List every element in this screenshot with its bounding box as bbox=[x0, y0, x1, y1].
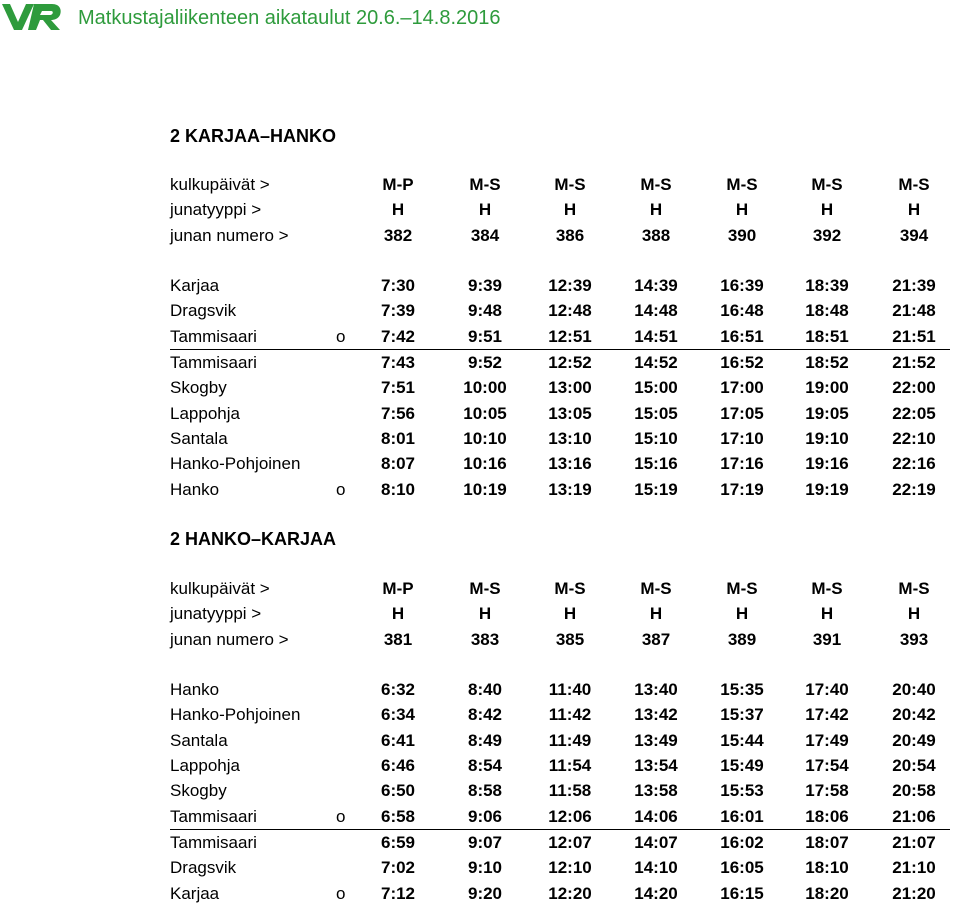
time-cell: 11:58 bbox=[548, 781, 592, 801]
operating-days-row bbox=[170, 172, 950, 197]
time-cell: 8:07 bbox=[380, 454, 416, 474]
stop-name: Tammisaari bbox=[170, 832, 257, 852]
time-cell: 7:51 bbox=[380, 378, 416, 398]
header-cell: H bbox=[735, 604, 749, 624]
stop-name: Tammisaari bbox=[170, 806, 257, 826]
stop-row bbox=[170, 298, 950, 323]
time-cell: 10:19 bbox=[463, 479, 507, 499]
time-cell: 12:52 bbox=[548, 353, 592, 373]
header-cell: H bbox=[735, 200, 749, 220]
header-cell: M-S bbox=[811, 579, 843, 598]
stop-row bbox=[170, 855, 950, 880]
time-cell: 19:05 bbox=[805, 403, 849, 423]
stop-name: Lappohja bbox=[170, 756, 240, 776]
time-cell: 7:43 bbox=[380, 353, 416, 373]
time-cell: 15:37 bbox=[720, 705, 764, 725]
time-cell: 16:52 bbox=[720, 353, 764, 373]
time-cell: 18:10 bbox=[805, 858, 849, 878]
time-cell: 18:39 bbox=[805, 276, 849, 296]
time-cell: 17:49 bbox=[805, 730, 849, 750]
stop-mark: o bbox=[336, 806, 346, 826]
stop-mark: o bbox=[336, 326, 346, 346]
time-cell: 19:00 bbox=[805, 378, 849, 398]
header-cell: M-S bbox=[469, 175, 501, 194]
time-cell: 7:12 bbox=[380, 883, 416, 903]
time-cell: 15:49 bbox=[720, 756, 764, 776]
time-cell: 22:10 bbox=[892, 428, 936, 448]
time-cell: 14:39 bbox=[634, 276, 678, 296]
time-cell: 22:05 bbox=[892, 403, 936, 423]
header-cell: M-S bbox=[469, 579, 501, 598]
time-cell: 17:10 bbox=[720, 428, 764, 448]
train-type-row bbox=[170, 601, 950, 626]
time-cell: 16:01 bbox=[720, 806, 764, 826]
header-cell: H bbox=[478, 200, 492, 220]
time-cell: 13:58 bbox=[634, 781, 678, 801]
time-cell: 14:51 bbox=[634, 326, 678, 346]
time-cell: 20:42 bbox=[892, 705, 936, 725]
time-cell: 12:06 bbox=[548, 806, 592, 826]
time-cell: 9:48 bbox=[467, 301, 503, 321]
header-cell: M-S bbox=[640, 579, 672, 598]
time-cell: 9:06 bbox=[467, 806, 503, 826]
header-cell: M-S bbox=[554, 579, 586, 598]
stop-row bbox=[170, 881, 950, 906]
time-cell: 7:42 bbox=[380, 326, 416, 346]
train-number-row bbox=[170, 627, 950, 652]
header-cell: M-S bbox=[640, 175, 672, 194]
train-type-row bbox=[170, 197, 950, 222]
time-cell: 20:40 bbox=[892, 680, 936, 700]
header-cell: H bbox=[907, 604, 921, 624]
time-cell: 21:07 bbox=[892, 832, 936, 852]
time-cell: 21:48 bbox=[892, 301, 936, 321]
stop-row bbox=[170, 451, 950, 476]
stop-row bbox=[170, 273, 950, 298]
time-cell: 14:10 bbox=[634, 858, 678, 878]
time-cell: 17:16 bbox=[720, 454, 764, 474]
time-cell: 9:39 bbox=[467, 276, 503, 296]
time-cell: 21:10 bbox=[892, 858, 936, 878]
stop-row bbox=[170, 426, 950, 451]
vr-logo-icon bbox=[0, 0, 64, 34]
time-cell: 7:30 bbox=[380, 276, 416, 296]
stop-row bbox=[170, 702, 950, 727]
time-cell: 12:51 bbox=[548, 326, 592, 346]
header-cell: 383 bbox=[470, 629, 500, 649]
stop-name: Dragsvik bbox=[170, 858, 237, 878]
stop-row bbox=[170, 778, 950, 803]
time-cell: 17:19 bbox=[720, 479, 764, 499]
time-cell: 18:51 bbox=[805, 326, 849, 346]
time-cell: 6:59 bbox=[380, 832, 416, 852]
header-cell: 381 bbox=[383, 629, 413, 649]
time-cell: 9:10 bbox=[467, 858, 503, 878]
stop-row bbox=[170, 830, 950, 855]
time-cell: 15:35 bbox=[720, 680, 764, 700]
header-cell: 387 bbox=[641, 629, 671, 649]
time-cell: 20:49 bbox=[892, 730, 936, 750]
time-cell: 15:16 bbox=[634, 454, 678, 474]
time-cell: 6:50 bbox=[380, 781, 416, 801]
stop-row bbox=[170, 350, 950, 375]
header-cell: H bbox=[649, 604, 663, 624]
time-cell: 6:41 bbox=[380, 730, 416, 750]
time-cell: 13:49 bbox=[634, 730, 678, 750]
stop-name: Dragsvik bbox=[170, 301, 237, 321]
time-cell: 12:07 bbox=[548, 832, 592, 852]
header-cell: H bbox=[391, 200, 405, 220]
time-cell: 8:40 bbox=[467, 680, 503, 700]
header-cell: M-S bbox=[726, 579, 758, 598]
time-cell: 19:10 bbox=[805, 428, 849, 448]
time-cell: 11:42 bbox=[548, 705, 592, 725]
header-cell: H bbox=[907, 200, 921, 220]
header-cell: 386 bbox=[555, 225, 585, 245]
stop-row bbox=[170, 677, 950, 702]
time-cell: 10:00 bbox=[463, 378, 507, 398]
header-cell: H bbox=[820, 604, 834, 624]
time-cell: 12:10 bbox=[548, 858, 592, 878]
time-cell: 22:19 bbox=[892, 479, 936, 499]
header-cell: 382 bbox=[383, 225, 413, 245]
time-cell: 15:10 bbox=[634, 428, 678, 448]
time-cell: 13:19 bbox=[548, 479, 592, 499]
stop-name: Hanko-Pohjoinen bbox=[170, 454, 301, 474]
timetable-karjaa-hanko bbox=[170, 172, 950, 502]
stop-row bbox=[170, 728, 950, 753]
operating-days-row bbox=[170, 576, 950, 601]
stop-row bbox=[170, 401, 950, 426]
time-cell: 17:00 bbox=[720, 378, 764, 398]
stop-name: Karjaa bbox=[170, 276, 220, 296]
time-cell: 18:07 bbox=[805, 832, 849, 852]
stop-mark: o bbox=[336, 883, 346, 903]
time-cell: 17:40 bbox=[805, 680, 849, 700]
header-cell: 388 bbox=[641, 225, 671, 245]
train-number-row bbox=[170, 223, 950, 248]
header-cell: M-S bbox=[898, 175, 930, 194]
time-cell: 10:16 bbox=[463, 454, 507, 474]
time-cell: 9:07 bbox=[467, 832, 503, 852]
header-cell: 391 bbox=[812, 629, 842, 649]
time-cell: 15:53 bbox=[720, 781, 764, 801]
stop-mark: o bbox=[336, 479, 346, 499]
time-cell: 14:06 bbox=[634, 806, 678, 826]
time-cell: 14:52 bbox=[634, 353, 678, 373]
header-cell: 394 bbox=[899, 225, 929, 245]
time-cell: 22:16 bbox=[892, 454, 936, 474]
row-label: junan numero > bbox=[170, 225, 289, 245]
stop-name: Karjaa bbox=[170, 883, 220, 903]
header-cell: 393 bbox=[899, 629, 929, 649]
time-cell: 11:54 bbox=[548, 756, 592, 776]
time-cell: 19:16 bbox=[805, 454, 849, 474]
time-cell: 13:05 bbox=[548, 403, 592, 423]
time-cell: 16:51 bbox=[720, 326, 764, 346]
time-cell: 12:20 bbox=[548, 883, 592, 903]
time-cell: 9:52 bbox=[467, 353, 503, 373]
time-cell: 16:15 bbox=[720, 883, 764, 903]
section-title: 2 HANKO–KARJAA bbox=[170, 529, 337, 549]
time-cell: 17:42 bbox=[805, 705, 849, 725]
time-cell: 11:49 bbox=[548, 730, 592, 750]
time-cell: 12:39 bbox=[548, 276, 592, 296]
stop-row bbox=[170, 375, 950, 400]
header-cell: H bbox=[820, 200, 834, 220]
time-cell: 16:05 bbox=[720, 858, 764, 878]
time-cell: 15:44 bbox=[720, 730, 764, 750]
header-cell: 392 bbox=[812, 225, 842, 245]
stop-name: Lappohja bbox=[170, 403, 240, 423]
page-header bbox=[0, 0, 960, 40]
time-cell: 14:20 bbox=[634, 883, 678, 903]
header-cell: H bbox=[563, 604, 577, 624]
time-cell: 7:56 bbox=[380, 403, 416, 423]
time-cell: 8:42 bbox=[467, 705, 503, 725]
time-cell: 21:51 bbox=[892, 326, 936, 346]
time-cell: 15:19 bbox=[634, 479, 678, 499]
stop-row bbox=[170, 477, 950, 502]
time-cell: 7:02 bbox=[380, 858, 416, 878]
time-cell: 19:19 bbox=[805, 479, 849, 499]
time-cell: 18:48 bbox=[805, 301, 849, 321]
stop-name: Santala bbox=[170, 730, 228, 750]
stop-name: Skogby bbox=[170, 781, 227, 801]
stop-name: Tammisaari bbox=[170, 326, 257, 346]
time-cell: 15:00 bbox=[634, 378, 678, 398]
stop-row bbox=[170, 804, 950, 830]
header-cell: M-S bbox=[811, 175, 843, 194]
time-cell: 14:07 bbox=[634, 832, 678, 852]
section-title: 2 KARJAA–HANKO bbox=[170, 126, 337, 146]
header-cell: M-P bbox=[382, 175, 414, 194]
time-cell: 21:39 bbox=[892, 276, 936, 296]
time-cell: 8:01 bbox=[380, 428, 416, 448]
time-cell: 17:58 bbox=[805, 781, 849, 801]
stop-row bbox=[170, 753, 950, 778]
header-cell: H bbox=[478, 604, 492, 624]
stop-name: Hanko bbox=[170, 680, 220, 700]
time-cell: 17:54 bbox=[805, 756, 849, 776]
time-cell: 14:48 bbox=[634, 301, 678, 321]
time-cell: 13:00 bbox=[548, 378, 592, 398]
stop-name: Tammisaari bbox=[170, 353, 257, 373]
time-cell: 18:20 bbox=[805, 883, 849, 903]
time-cell: 18:06 bbox=[805, 806, 849, 826]
time-cell: 17:05 bbox=[720, 403, 764, 423]
stop-name: Santala bbox=[170, 428, 228, 448]
time-cell: 11:40 bbox=[548, 680, 592, 700]
time-cell: 10:10 bbox=[463, 428, 507, 448]
time-cell: 21:06 bbox=[892, 806, 936, 826]
stop-name: Hanko-Pohjoinen bbox=[170, 705, 301, 725]
document-title: Matkustajaliikenteen aikataulut 20.6.–14.8.2016 bbox=[78, 7, 501, 29]
time-cell: 8:58 bbox=[467, 781, 503, 801]
header-cell: M-S bbox=[726, 175, 758, 194]
time-cell: 12:48 bbox=[548, 301, 592, 321]
time-cell: 8:49 bbox=[467, 730, 503, 750]
header-cell: M-S bbox=[898, 579, 930, 598]
time-cell: 20:54 bbox=[892, 756, 936, 776]
stop-name: Hanko bbox=[170, 479, 220, 499]
row-label: kulkupäivät > bbox=[170, 175, 270, 194]
row-label: junatyyppi > bbox=[170, 604, 262, 624]
time-cell: 8:54 bbox=[467, 756, 503, 776]
time-cell: 16:02 bbox=[720, 832, 764, 852]
stop-name: Skogby bbox=[170, 378, 227, 398]
time-cell: 13:16 bbox=[548, 454, 592, 474]
header-cell: H bbox=[391, 604, 405, 624]
row-label: junatyyppi > bbox=[170, 200, 262, 220]
time-cell: 13:42 bbox=[634, 705, 678, 725]
time-cell: 6:46 bbox=[380, 756, 416, 776]
time-cell: 20:58 bbox=[892, 781, 936, 801]
time-cell: 9:51 bbox=[467, 326, 503, 346]
header-cell: H bbox=[563, 200, 577, 220]
header-cell: 390 bbox=[727, 225, 757, 245]
header-cell: 384 bbox=[470, 225, 500, 245]
time-cell: 6:34 bbox=[380, 705, 416, 725]
time-cell: 13:10 bbox=[548, 428, 592, 448]
time-cell: 21:20 bbox=[892, 883, 936, 903]
header-cell: 385 bbox=[555, 629, 585, 649]
header-cell: M-P bbox=[382, 579, 414, 598]
time-cell: 21:52 bbox=[892, 353, 936, 373]
time-cell: 13:40 bbox=[634, 680, 678, 700]
time-cell: 8:10 bbox=[380, 479, 416, 499]
time-cell: 15:05 bbox=[634, 403, 678, 423]
time-cell: 13:54 bbox=[634, 756, 678, 776]
header-cell: 389 bbox=[727, 629, 757, 649]
time-cell: 16:39 bbox=[720, 276, 764, 296]
time-cell: 10:05 bbox=[463, 403, 507, 423]
time-cell: 7:39 bbox=[380, 301, 416, 321]
time-cell: 6:58 bbox=[380, 806, 416, 826]
header-cell: M-S bbox=[554, 175, 586, 194]
time-cell: 22:00 bbox=[892, 378, 936, 398]
row-label: junan numero > bbox=[170, 629, 289, 649]
time-cell: 9:20 bbox=[467, 883, 503, 903]
row-label: kulkupäivät > bbox=[170, 579, 270, 598]
time-cell: 6:32 bbox=[380, 680, 416, 700]
time-cell: 18:52 bbox=[805, 353, 849, 373]
header-cell: H bbox=[649, 200, 663, 220]
time-cell: 16:48 bbox=[720, 301, 764, 321]
stop-row bbox=[170, 324, 950, 350]
timetable-hanko-karjaa bbox=[170, 576, 950, 906]
